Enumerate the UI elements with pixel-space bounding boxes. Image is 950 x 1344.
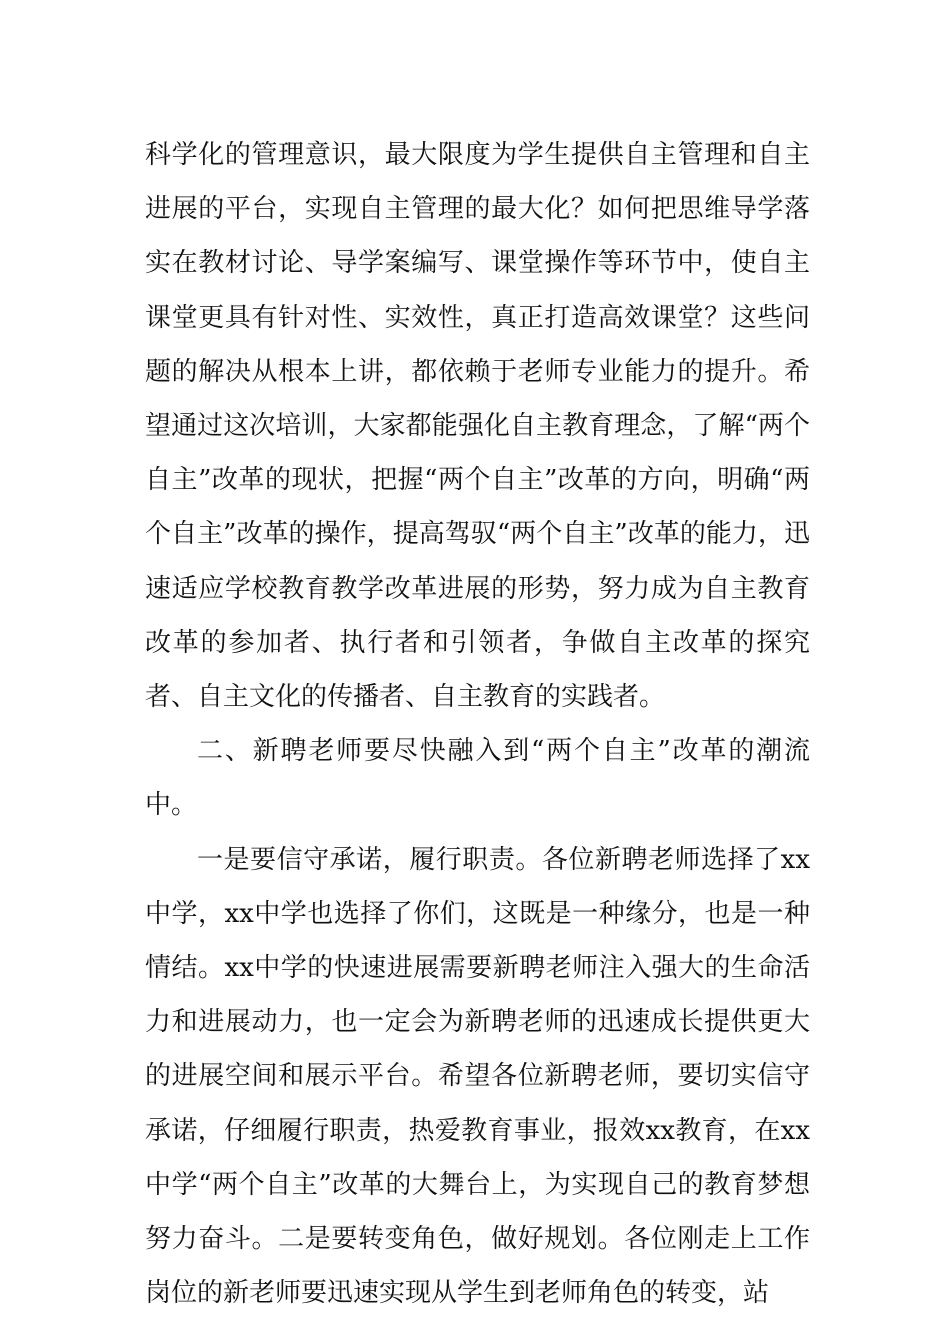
paragraph-body: 一是要信守承诺，履行职责。各位新聘老师选择了xx中学，xx中学也选择了你们，这既是一种缘分，也是一种情结。xx中学的快速进展需要新聘老师注入强大的生命活力和进展动力，也一定会为新聘老师的迅速成长提供更大的进展空间和展示平台。希望各位新聘老师，要切实信守承诺，仔细履行职责，热爱教育事业，报效xx教育，在xx中学“两个自主”改革的大舞台上，为实现自己的教育梦想努力奋斗。二是要转变角色，做好规划。各位刚走上工作岗位的新老师要迅速实现从学生到老师角色的转变，站	[145, 844, 810, 1309]
document-body	[145, 128, 810, 1320]
paragraph-section-heading: 二、新聘老师要尽快融入到“两个自主”改革的潮流中。	[145, 736, 810, 821]
paragraph-continuation: 科学化的管理意识，最大限度为学生提供自主管理和自主进展的平台，实现自主管理的最大化？如何把思维导学落实在教材讨论、导学案编写、课堂操作等环节中，使自主课堂更具有针对性、实效性，真正打造高效课堂？这些问题的解决从根本上讲，都依赖于老师专业能力的提升。希望通过这次培训，大家都能强化自主教育理念，了解“两个自主”改革的现状，把握“两个自主”改革的方向，明确“两个自主”改革的操作，提高驾驭“两个自主”改革的能力，迅速适应学校教育教学改革进展的形势，努力成为自主教育改革的参加者、执行者和引领者，争做自主改革的探究者、自主文化的传播者、自主教育的实践者。	[145, 140, 810, 713]
